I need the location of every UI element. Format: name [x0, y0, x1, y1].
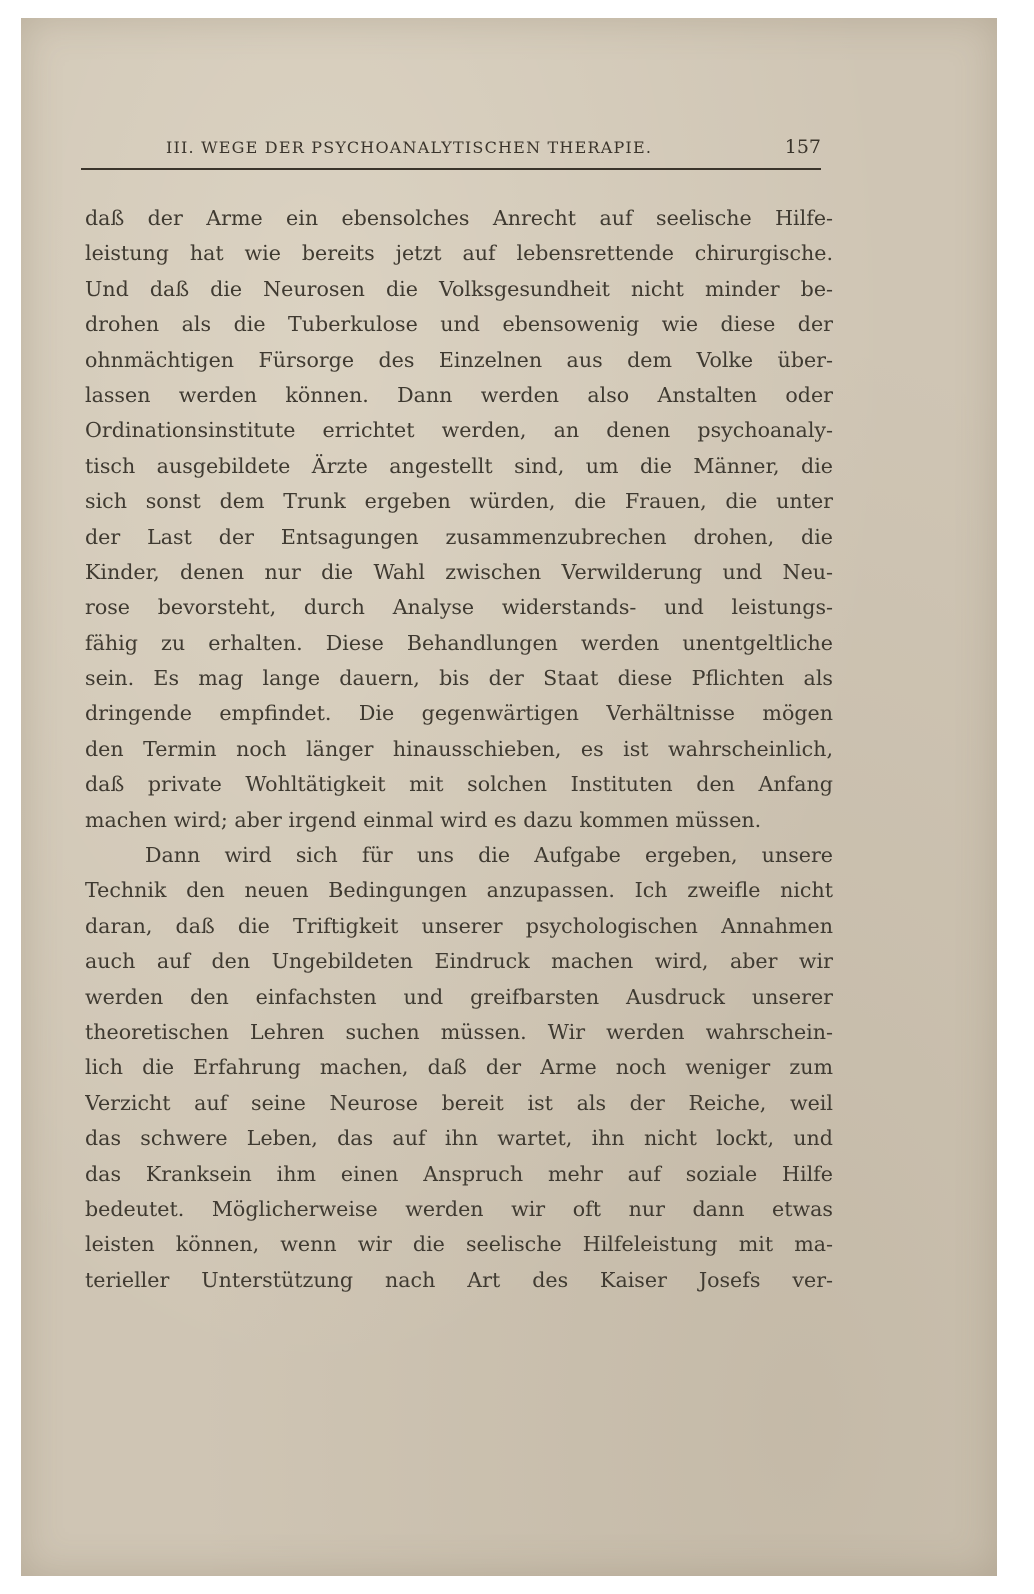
text-line: tisch ausgebildete Ärzte angestellt sind, um die Männer, die: [85, 453, 833, 478]
text-line: sein. Es mag lange dauern, bis der Staat diese Pflichten als: [85, 666, 833, 691]
scanned-book-page: [21, 18, 997, 1576]
paragraph-end-line: machen wird; aber irgend einmal wird es dazu kommen müssen.: [85, 807, 762, 832]
text-line: theoretischen Lehren suchen müssen. Wir werden wahrschein-: [85, 1019, 833, 1044]
text-line: leisten können, wenn wir die seelische Hilfeleistung mit ma-: [85, 1232, 833, 1257]
text-line: lassen werden können. Dann werden also Anstalten oder: [85, 382, 833, 407]
text-line: das schwere Leben, das auf ihn wartet, ihn nicht lockt, und: [85, 1126, 833, 1151]
text-line: rose bevorsteht, durch Analyse widerstands- und leistungs-: [85, 595, 833, 620]
text-line: Technik den neuen Bedingungen anzupassen. Ich zweifle nicht: [85, 878, 833, 903]
text-line: werden den einfachsten und greifbarsten Ausdruck unserer: [85, 984, 833, 1009]
paragraph-start-line: Dann wird sich für uns die Aufgabe ergeben, unsere: [145, 843, 833, 868]
text-line: fähig zu erhalten. Diese Behandlungen werden unentgeltliche: [85, 630, 833, 655]
text-line: sich sonst dem Trunk ergeben würden, die Frauen, die unter: [85, 489, 833, 514]
running-head-title: III. WEGE DER PSYCHOANALYTISCHEN THERAPIE.: [166, 138, 653, 157]
page-number: 157: [784, 136, 821, 158]
text-line: ohnmächtigen Fürsorge des Einzelnen aus dem Volke über-: [85, 347, 833, 372]
text-line: auch auf den Ungebildeten Eindruck machen wird, aber wir: [85, 949, 833, 974]
text-line: leistung hat wie bereits jetzt auf lebensrettende chirurgische.: [85, 241, 833, 266]
text-line: Verzicht auf seine Neurose bereit ist als der Reiche, weil: [85, 1090, 833, 1115]
text-line: bedeutet. Möglicherweise werden wir oft nur dann etwas: [85, 1196, 833, 1221]
text-line: terieller Unterstützung nach Art des Kaiser Josefs ver-: [85, 1267, 833, 1292]
text-line: das Kranksein ihm einen Anspruch mehr auf soziale Hilfe: [85, 1161, 833, 1186]
text-line: den Termin noch länger hinausschieben, es ist wahrscheinlich,: [85, 736, 833, 761]
text-line: daran, daß die Triftigkeit unserer psychologischen Annahmen: [85, 913, 833, 938]
text-line: Und daß die Neurosen die Volksgesundheit nicht minder be-: [85, 276, 833, 301]
text-line: drohen als die Tuberkulose und ebensowenig wie diese der: [85, 312, 833, 337]
text-line: daß private Wohltätigkeit mit solchen Instituten den Anfang: [85, 772, 833, 797]
body-text: [85, 201, 833, 1298]
text-line: dringende empfindet. Die gegenwärtigen Verhältnisse mögen: [85, 701, 833, 726]
text-line: der Last der Entsagungen zusammenzubrechen drohen, die: [85, 524, 833, 549]
text-line: Ordinationsinstitute errichtet werden, an denen psychoanaly-: [85, 418, 833, 443]
text-line: lich die Erfahrung machen, daß der Arme noch weniger zum: [85, 1055, 833, 1080]
text-line: Kinder, denen nur die Wahl zwischen Verwilderung und Neu-: [85, 559, 833, 584]
running-head: [81, 136, 821, 170]
text-line: daß der Arme ein ebensolches Anrecht auf seelische Hilfe-: [85, 206, 833, 230]
